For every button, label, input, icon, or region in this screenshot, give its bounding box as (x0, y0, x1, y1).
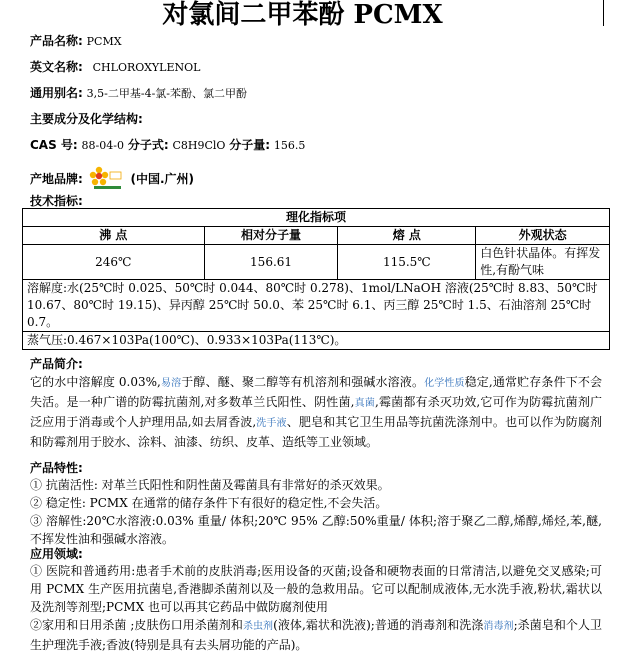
molecular-weight-label: 分子量: (229, 138, 271, 152)
link-fungi[interactable]: 真菌 (354, 398, 375, 409)
value-molecular-weight: 156.61 (204, 245, 338, 280)
composition-label: 主要成分及化学结构: (30, 112, 143, 126)
alias-label: 通用别名: (30, 86, 83, 100)
composition-row (30, 111, 143, 127)
feature-item: ② 稳定性: PCMX 在通常的储存条件下有很好的稳定性,不会失活。 (30, 496, 388, 510)
alias-row (30, 85, 247, 102)
header-appearance: 外观状态 (476, 227, 610, 245)
tech-row (30, 193, 83, 209)
application-item-medical: ① 医院和普通药用:患者手术前的皮肤消毒;医用设备的灭菌;设备和硬物表面的日常清洁,以避免交叉感染;可用 PCMX 生产医用抗菌皂,香港脚杀菌剂以及一般的急救用品。它可以配制成液体,无水洗手液,粉状,霜状以及洗剂等剂型;PCMX 也可以再其它药品中做防腐剂使用 (30, 564, 602, 614)
intro-heading: 产品简介: (30, 357, 83, 371)
physchem-table (22, 208, 610, 350)
brand-origin: (中国.广州) (130, 172, 194, 186)
value-boiling-point: 246℃ (23, 245, 205, 280)
application-text: ②家用和日用杀菌 ;皮肤伤口用杀菌剂和 (30, 618, 243, 632)
product-name-row (30, 33, 122, 50)
formula-label: 分子式: (127, 138, 169, 152)
intro-paragraph (30, 373, 602, 451)
value-melting-point: 115.5℃ (338, 245, 476, 280)
intro-text: 稳定,通常贮存条件下不会失活。是一种广谱的防霉抗菌剂,对多数革兰氏阳性、阴性菌, (30, 375, 602, 409)
applications-heading: 应用领域: (30, 547, 83, 561)
header-molecular-weight: 相对分子量 (204, 227, 338, 245)
intro-text: 于醇、醚、聚二醇等有机溶剂和强碱水溶液。 (181, 375, 425, 389)
page-edge-line (603, 0, 604, 26)
brand-label: 产地品牌: (30, 172, 83, 186)
english-name-value: CHLOROXYLENOL (92, 61, 201, 74)
alias-value: 3,5-二甲基-4-氯-苯酚、氯二甲酚 (86, 87, 247, 100)
feature-item: ③ 溶解性:20℃水溶液:0.03% 重量/ 体积;20℃ 95% 乙醇:50%重量/ 体积;溶于聚乙二醇,烯醇,烯烃,苯,醚,不挥发性油和强碱水溶液。 (30, 514, 602, 546)
solubility-cell: 溶解度:水(25℃时 0.025、50℃时 0.044、80℃时 0.278)、1mol/LNaOH 溶液(25℃时 8.83、50℃时 10.67、80℃时 19.15)、异丙醇 25℃时 50.0、苯 25℃时 6.1、丙三醇 25℃时 1.5、石油溶剂 25℃时 0.7。 (23, 280, 610, 332)
feature-item: ① 抗菌活性: 对革兰氏阳性和阴性菌及霉菌具有非常好的杀灭效果。 (30, 478, 390, 492)
features-heading: 产品特性: (30, 461, 83, 475)
molecular-weight-value: 156.5 (273, 139, 306, 152)
cas-label: CAS 号: (30, 138, 78, 152)
page-title: 对氯间二甲苯酚 PCMX (162, 0, 443, 30)
header-melting-point: 熔 点 (338, 227, 476, 245)
link-disinfectant[interactable]: 消毒剂 (483, 621, 514, 632)
link-chemical-properties[interactable]: 化学性质 (424, 378, 465, 389)
value-appearance: 白色针状晶体。有挥发性,有酚气味 (476, 245, 610, 280)
link-hand-wash[interactable]: 洗手液 (256, 418, 287, 429)
intro-text: 、肥皂和其它卫生用品等抗菌洗涤剂中。也可以作为防腐剂和防霉剂用于胶水、涂料、油漆、纺织、皮革、造纸等工业领域。 (30, 415, 602, 449)
brand-row (30, 166, 194, 192)
vapor-pressure-cell: 蒸气压:0.467×103Pa(100℃)、0.933×103Pa(113℃)。 (23, 332, 610, 350)
brand-logo (89, 166, 123, 192)
english-name-label: 英文名称: (30, 60, 83, 74)
link-soluble[interactable]: 易溶 (160, 378, 182, 389)
cas-row (30, 137, 305, 154)
application-item-household (30, 616, 602, 654)
product-name-label: 产品名称: (30, 34, 83, 48)
english-name-row (30, 59, 200, 76)
intro-text: ,霉菌都有杀灭功效,它可作为防霉抗菌剂广泛应用于消毒或个人护理用品,如去屑香波, (30, 395, 602, 429)
cas-value: 88-04-0 (81, 139, 124, 152)
intro-text: 它的水中溶解度 0.03%, (30, 375, 161, 389)
header-boiling-point: 沸 点 (23, 227, 205, 245)
application-text: (液体,霜状和洗液);普通的消毒剂和洗涤 (273, 618, 484, 632)
application-text: ;杀菌皂和个人卫生护理洗手液;香波(特别是具有去头屑功能的产品)。 (30, 618, 603, 652)
tech-label: 技术指标: (30, 194, 83, 208)
link-insecticide[interactable]: 杀虫剂 (242, 621, 274, 632)
formula-value: C8H9ClO (172, 139, 226, 152)
table-caption: 理化指标项 (23, 209, 610, 227)
product-name-value: PCMX (86, 35, 122, 48)
